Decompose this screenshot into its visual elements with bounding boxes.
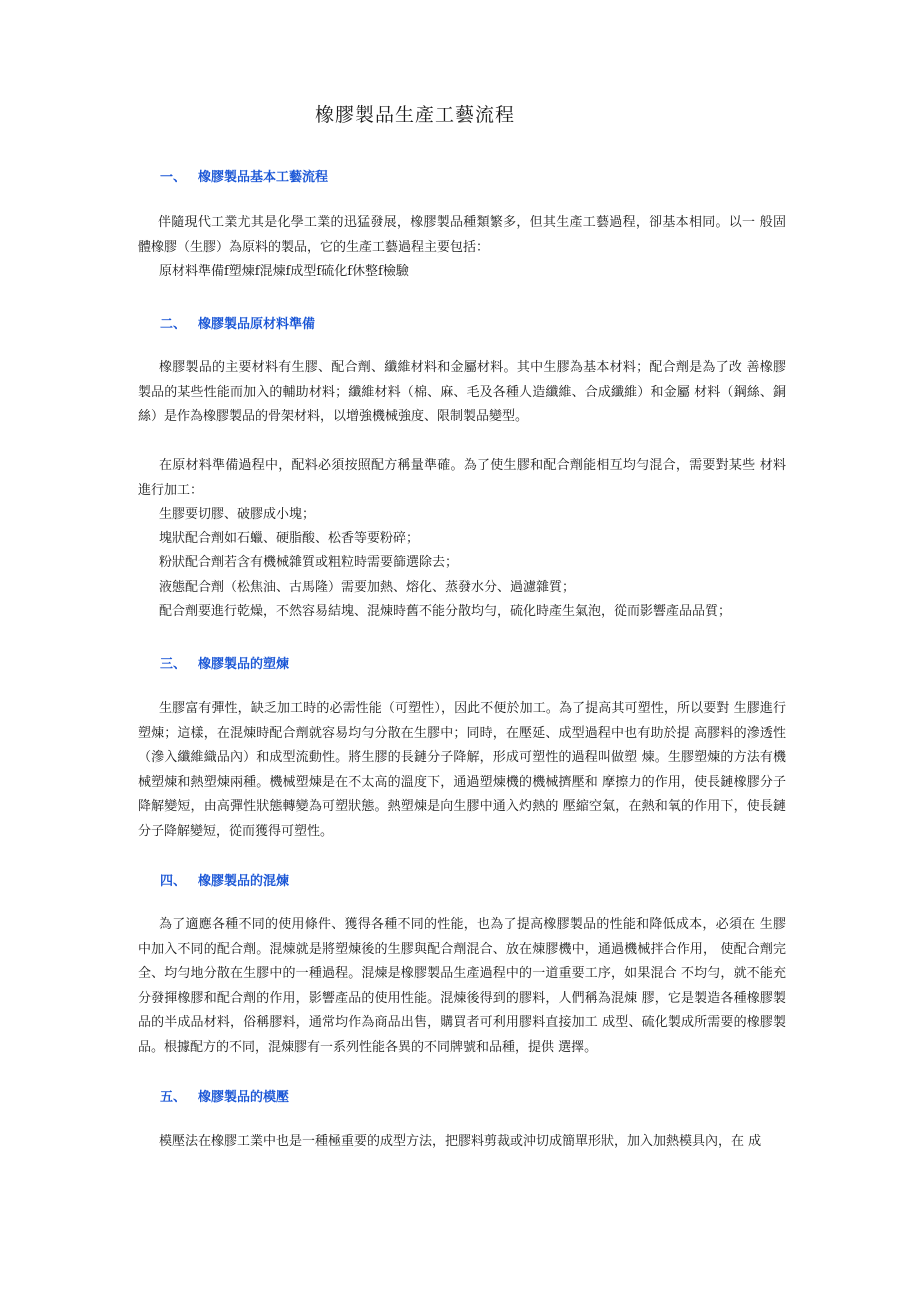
- section-1-heading: [160, 166, 328, 185]
- section-4-title: 橡膠製品的混煉: [198, 874, 290, 889]
- section-2-paragraph-1: 橡膠製品的主要材料有生膠、配合劑、纖維材料和金屬材料。其中生膠為基本材料；配合劑是為了改 善橡膠製品的某些性能而加入的輔助材料；纖維材料（棉、麻、毛及各種人造纖維、合成纖維）和金屬 材料（鋼絲、銅絲）是作為橡膠製品的骨架材料，以增強機械強度、限制製品變型。: [138, 360, 786, 424]
- section-1-number: 一、: [160, 170, 187, 185]
- section-5-number: 五、: [160, 1090, 187, 1105]
- section-2-list-item-1: 生膠要切膠、破膠成小塊；: [159, 507, 316, 522]
- section-2-list-item-2: 塊狀配合劑如石蠟、硬脂酸、松香等要粉碎；: [159, 531, 420, 546]
- section-3-title: 橡膠製品的塑煉: [198, 657, 290, 672]
- section-5-paragraph-1: 模壓法在橡膠工業中也是一種極重要的成型方法，把膠料剪裁或沖切成簡單形狀，加入加熱模具內，在 成: [159, 1134, 762, 1149]
- section-1-title: 橡膠製品基本工藝流程: [198, 170, 329, 185]
- section-1-paragraph-1: 伴隨現代工業尤其是化學工業的迅猛發展，橡膠製品種類繁多，但其生產工藝過程，卻基本相同。以一 般固體橡膠（生膠）為原料的製品，它的生產工藝過程主要包括：: [138, 215, 786, 255]
- section-2-list-item-4: 液態配合劑（松焦油、古馬隆）需要加熱、熔化、蒸發水分、過濾雜質；: [159, 580, 576, 595]
- section-5-title: 橡膠製品的模壓: [198, 1090, 290, 1105]
- section-4-heading: [160, 870, 289, 889]
- section-3-heading: [160, 653, 289, 672]
- document-title: 橡膠製品生產工藝流程: [314, 104, 515, 126]
- section-2-heading: [160, 313, 315, 332]
- section-3-number: 三、: [160, 657, 187, 672]
- section-2-title: 橡膠製品原材料準備: [198, 317, 316, 332]
- section-2-paragraph-2: 在原材料準備過程中，配料必須按照配方稱量準確。為了使生膠和配合劑能相互均勻混合，需要對某些 材料進行加工：: [138, 458, 786, 498]
- section-5-heading: [160, 1086, 289, 1105]
- section-4-paragraph-1: 為了適應各種不同的使用條件、獲得各種不同的性能，也為了提高橡膠製品的性能和降低成本，必須在 生膠中加入不同的配合劑。混煉就是將塑煉後的生膠與配合劑混合、放在煉膠機中，通過機械拌合作用， 使配合劑完全、均勻地分散在生膠中的一種過程。混煉是橡膠製品生產過程中的一道重要工序，如果混合 不均勻，就不能充分發揮橡膠和配合劑的作用，影響產品的使用性能。混煉後得到的膠料，人們稱為混煉 膠，它是製造各種橡膠製品的半成品材料，俗稱膠料，通常均作為商品出售，購買者可利用膠料直接加工 成型、硫化製成所需要的橡膠製品。根據配方的不同，混煉膠有一系列性能各異的不同牌號和品種，提供 選擇。: [138, 917, 786, 1055]
- section-1-process-line: 原材料準備f塑煉f混煉f成型f硫化f休整f檢驗: [159, 264, 409, 279]
- section-2-list-item-3: 粉狀配合劑若含有機械雜質或粗粒時需要篩選除去；: [159, 555, 459, 570]
- section-3-paragraph-1: 生膠富有彈性，缺乏加工時的必需性能（可塑性），因此不便於加工。為了提高其可塑性，所以要對 生膠進行塑煉；這樣，在混煉時配合劑就容易均勻分散在生膠中；同時，在壓延、成型過程中也有助於提 高膠料的滲透性（滲入纖維織品內）和成型流動性。將生膠的長鏈分子降解，形成可塑性的過程叫做塑 煉。生膠塑煉的方法有機械塑煉和熱塑煉兩種。機械塑煉是在不太高的溫度下，通過塑煉機的機械擠壓和 摩擦力的作用，使長鏈橡膠分子降解變短，由高彈性狀態轉變為可塑狀態。熱塑煉是向生膠中通入灼熱的 壓縮空氣，在熱和氧的作用下，使長鏈分子降解變短，從而獲得可塑性。: [138, 701, 786, 839]
- section-2-number: 二、: [160, 317, 187, 332]
- section-2-list-item-5: 配合劑要進行乾燥，不然容易結塊、混煉時舊不能分散均勻，硫化時產生氣泡，從而影響產品品質；: [159, 604, 732, 619]
- section-4-number: 四、: [160, 874, 187, 889]
